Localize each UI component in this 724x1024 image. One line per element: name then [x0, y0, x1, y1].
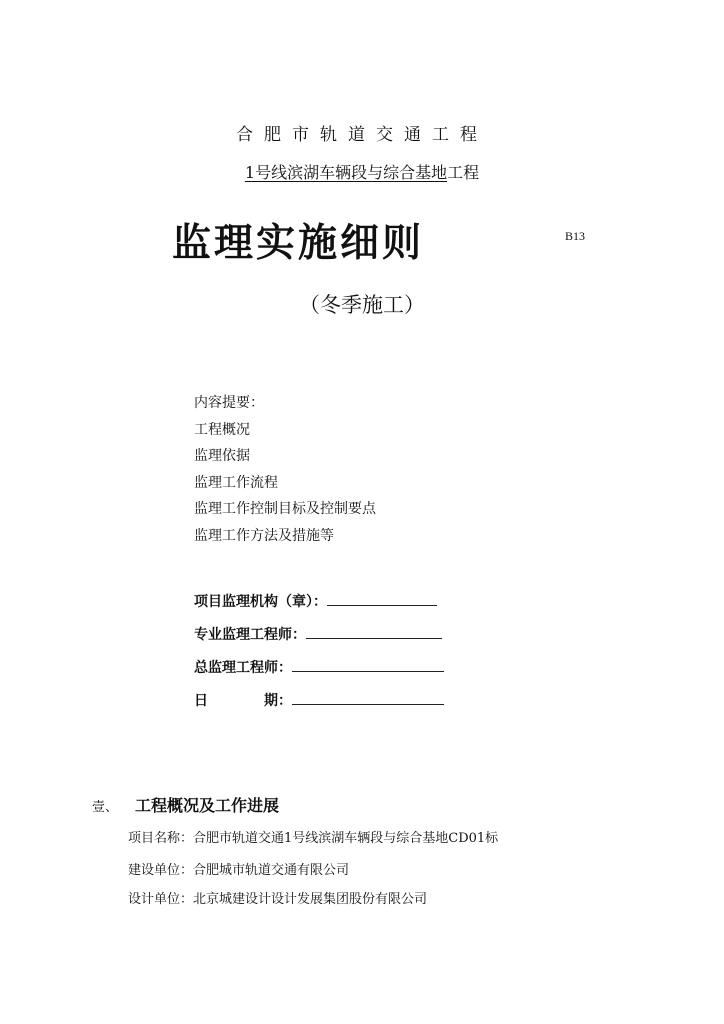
section-number: 壹、: [92, 800, 119, 815]
project-name-tail: 工程: [447, 163, 480, 182]
project-name-line: 项目名称：合肥市轨道交通1号线滨湖车辆段与综合基地CD01标: [128, 831, 499, 846]
summary-item: 监理工作控制目标及控制要点: [194, 501, 376, 517]
signature-row-supervision-org: [194, 591, 437, 611]
header-line-2: [0, 160, 724, 183]
content-summary: [194, 390, 376, 549]
summary-item: 监理工作流程: [194, 474, 278, 491]
summary-item: 监理工作方法及措施等: [194, 527, 334, 544]
signature-label: 项目监理机构（章）：: [194, 594, 327, 610]
summary-item: 监理依据: [194, 448, 250, 464]
signature-blank-line: [306, 624, 442, 639]
header-line-1: 合肥市轨道交通工程: [236, 125, 488, 145]
project-name-underlined: 1号线滨湖车辆段与综合基地: [244, 163, 448, 182]
signature-blank-line: [327, 591, 437, 606]
signature-row-specialist-engineer: [194, 624, 442, 644]
summary-heading: 内容提要：: [194, 395, 264, 411]
signature-blank-line: [292, 657, 444, 672]
signature-row-chief-engineer: [194, 657, 444, 677]
document-subtitle: （冬季施工）: [299, 293, 425, 317]
summary-item: 工程概况: [194, 421, 250, 438]
signature-label: 日 期：: [194, 693, 292, 709]
signature-label: 总监理工程师：: [194, 660, 292, 676]
client-line: 建设单位：合肥城市轨道交通有限公司: [128, 863, 350, 878]
document-code: B13: [565, 229, 586, 243]
section-title: 工程概况及工作进展: [135, 796, 280, 815]
signature-label: 专业监理工程师：: [194, 627, 306, 643]
document-title: 监理实施细则: [172, 221, 425, 266]
signature-row-date: [194, 690, 444, 710]
designer-line: 设计单位：北京城建设计设计发展集团股份有限公司: [128, 892, 428, 907]
signature-blank-line: [292, 690, 444, 705]
